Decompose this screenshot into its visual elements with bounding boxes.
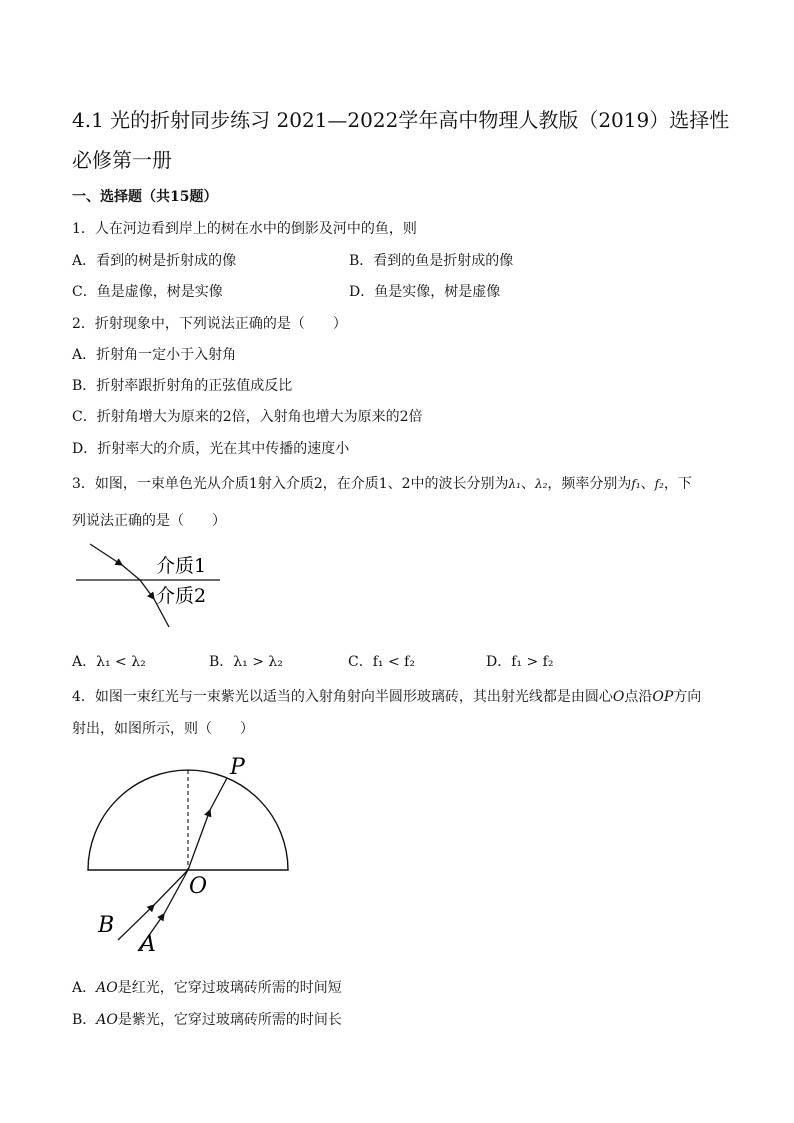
q4-stem-line2: 射出，如图所示，则（ ） <box>72 721 254 737</box>
q4-diagram <box>80 748 300 963</box>
q2-option-c[interactable]: C．折射角增大为原来的2倍，入射角也增大为原来的2倍 <box>72 409 423 425</box>
q3-stem-part1: 3．如图，一束单色光从介质1射入介质2，在介质1、2中的波长分别为 <box>72 476 509 492</box>
q2-stem: 2．折射现象中，下列说法正确的是（ ） <box>72 316 347 332</box>
q4-option-b-prefix: B． <box>72 1012 97 1028</box>
q1-option-d[interactable]: D．鱼是实像，树是虚像 <box>349 284 501 300</box>
section-heading: 一、选择题（共15题） <box>72 189 218 205</box>
q3-lambda1: λ₁ <box>508 477 521 491</box>
q4-ray-op <box>210 778 227 810</box>
q4-option-a-ao: AO <box>96 980 118 996</box>
q3-f2: f₂ <box>654 477 664 491</box>
q4-option-b-text: 是紫光，它穿过玻璃砖所需的时间长 <box>117 1012 342 1028</box>
q4-stem-c: 方向 <box>673 689 702 705</box>
q4-stem-b: 点沿 <box>624 689 653 705</box>
q4-stem-a: 4．如图一束红光与一束紫光以适当的入射角射向半圆形玻璃砖，其出射光线都是由圆心 <box>72 689 613 705</box>
q2-option-a[interactable]: A．折射角一定小于入射角 <box>72 347 237 363</box>
q3-stem <box>72 473 692 493</box>
q3-diagram <box>70 535 230 635</box>
q1-option-c[interactable]: C．鱼是虚像，树是实像 <box>72 284 223 300</box>
q4-point-o: O <box>612 689 625 705</box>
q3-sep1: 、 <box>520 476 535 492</box>
q4-stem <box>72 686 701 706</box>
q4-ray-b <box>154 870 188 905</box>
q3-stem-line2: 列说法正确的是（ ） <box>72 513 226 529</box>
q2-option-d[interactable]: D．折射率大的介质，光在其中传播的速度小 <box>72 441 350 457</box>
q3-medium2-label: 介质2 <box>156 585 207 607</box>
q4-label-b: B <box>98 913 115 938</box>
q2-option-b[interactable]: B．折射率跟折射角的正弦值成反比 <box>72 378 293 394</box>
q3-option-c[interactable]: C．f₁ < f₂ <box>348 654 415 670</box>
q3-medium1-label: 介质1 <box>156 555 207 577</box>
q3-lambda2: λ₂ <box>534 477 548 491</box>
q4-label-o: O <box>189 874 208 899</box>
q4-option-a-prefix: A． <box>72 980 97 996</box>
q4-option-b[interactable] <box>72 1009 342 1029</box>
q4-option-a[interactable] <box>72 977 342 997</box>
q4-line-op: OP <box>652 689 674 705</box>
q3-option-a[interactable]: A．λ₁ < λ₂ <box>72 654 146 670</box>
q4-label-p: P <box>230 755 245 780</box>
q4-ray-a <box>164 870 188 914</box>
q4-ray-op-arrow <box>188 810 210 870</box>
q3-f1: f₁ <box>631 477 641 491</box>
q3-incident-ray <box>122 565 140 580</box>
q3-refracted-arrow <box>140 580 154 599</box>
q1-option-a[interactable]: A．看到的树是折射成的像 <box>72 253 237 269</box>
q1-stem: 1．人在河边看到岸上的树在水中的倒影及河中的鱼，则 <box>72 221 417 237</box>
q4-option-a-text: 是红光，它穿过玻璃砖所需的时间短 <box>117 980 342 996</box>
q3-option-d[interactable]: D．f₁ > f₂ <box>486 654 554 670</box>
q4-label-a: A <box>140 932 156 957</box>
q3-stem-part2: ，频率分别为 <box>547 476 632 492</box>
q3-sep2: 、 <box>640 476 655 492</box>
page-title: 4.1 光的折射同步练习 2021—2022学年高中物理人教版（2019）选择性必修第一册 <box>72 108 730 172</box>
q4-option-b-ao: AO <box>96 1012 118 1028</box>
q3-incident-arrow <box>90 544 122 565</box>
q3-stem-part3: ，下 <box>663 476 692 492</box>
q1-option-b[interactable]: B．看到的鱼是折射成的像 <box>349 253 514 269</box>
q3-option-b[interactable]: B．λ₁ > λ₂ <box>209 654 283 670</box>
